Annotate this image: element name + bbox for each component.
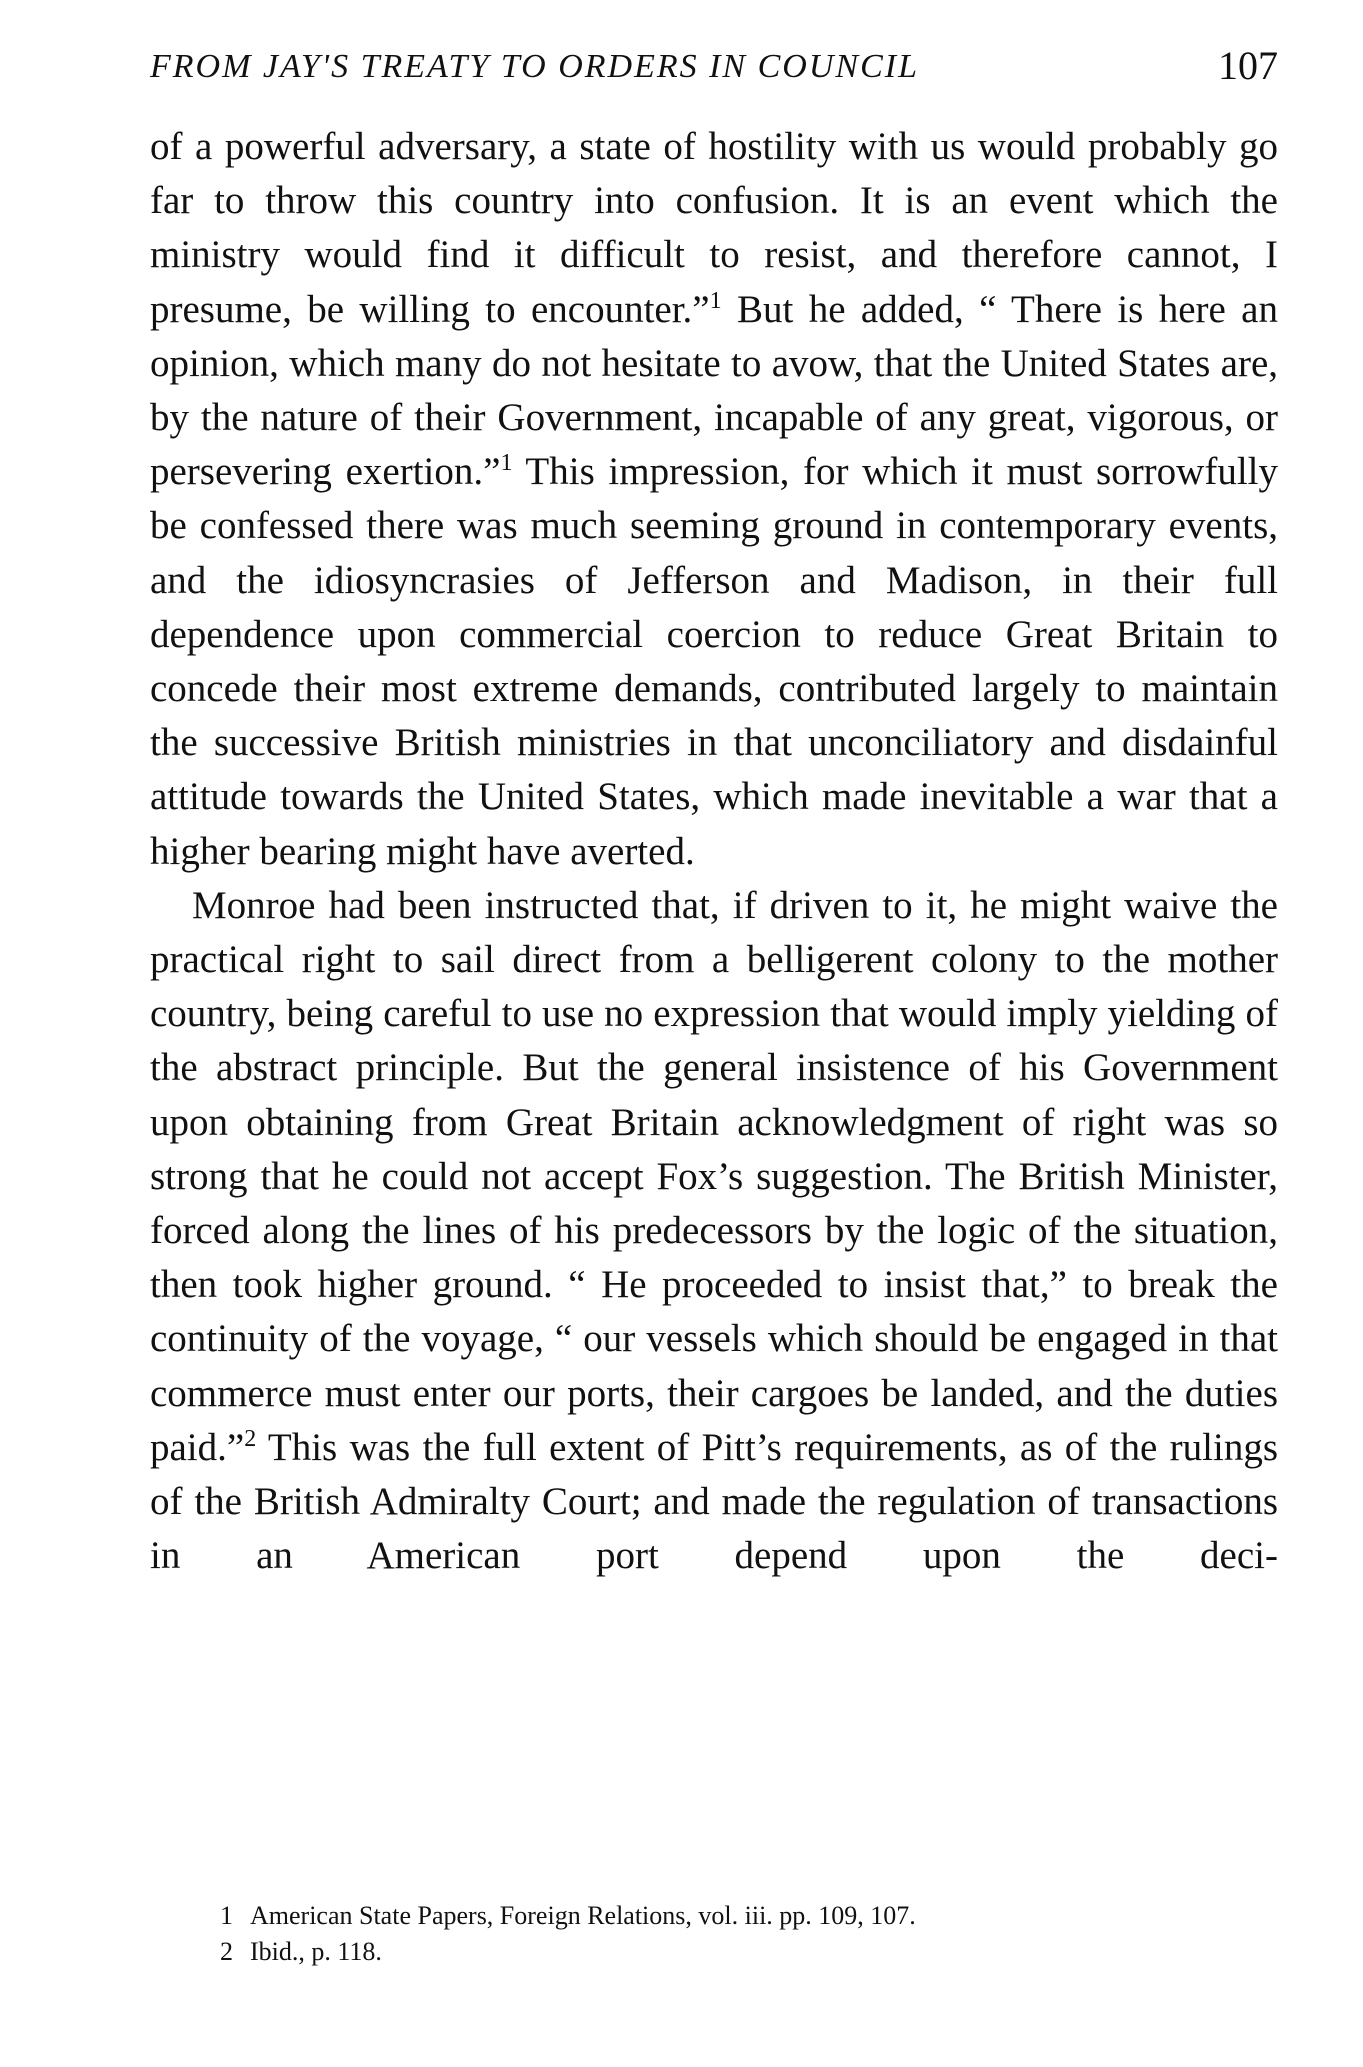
paragraph-2-text-1: Monroe had been instructed that, if driven to it, he might waive the practical right to sail direct from a belligerent colony to the mother country, being careful to use no expression that would imply yielding of the abstract principle. But the general insistence of his Government upon obtaining from Great Britain acknowledgment of right was so strong that he could not accept Fox’s suggestion. The British Minister, forced along the lines of his predecessors by the logic of the situation, then took higher ground. “ He proceeded to insist that,” to break the continuity of the voyage, “ our vessels which should be engaged in that commerce must enter our ports, their cargoes be landed, and the duties paid.” <box>150 883 1278 1469</box>
footnote-1 <box>220 1898 1220 1934</box>
paragraph-2 <box>150 879 1278 1584</box>
footnote-2-text: Ibid., p. 118. <box>250 1937 382 1966</box>
footnote-2-mark: 2 <box>220 1937 233 1966</box>
paragraph-2-text-2: This was the full extent of Pitt’s requirements, as of the rulings of the British Admiralty Court; and made the regulation of transactions in an American port depend upon the deci- <box>150 1425 1278 1578</box>
footnote-1-text: American State Papers, Foreign Relations, vol. iii. pp. 109, 107. <box>250 1901 916 1930</box>
footnote-ref-1b: 1 <box>500 450 513 477</box>
paragraph-1-text-1: of a powerful adversary, a state of hostility with us would probably go far to throw this country into confusion. It is an event which the ministry would find it difficult to resist, and therefore cannot, I presume, be willing to encounter.” <box>150 125 1278 331</box>
paragraph-1-text-3: This impression, for which it must sorrowfully be confessed there was much seeming ground in contemporary events, and the idiosyncrasies of Jefferson and Madison, in their full dependence upon commercial coercion to reduce Great Britain to concede their most extreme demands, contributed largely to maintain the successive British ministries in that unconciliatory and disdainful attitude towards the United States, which made inevitable a war that a higher bearing might have averted. <box>150 450 1278 873</box>
footnote-2 <box>220 1934 1220 1970</box>
page-number: 107 <box>1218 43 1278 88</box>
paragraph-1-text-2: But he added, “ There is here an opinion, which many do not hesitate to avow, that the United States are, by the nature of their Government, incapable of any great, vigorous, or persevering exertion.” <box>150 287 1278 494</box>
footnote-ref-2: 2 <box>244 1425 257 1452</box>
footnote-ref-1: 1 <box>709 287 722 314</box>
book-page <box>150 0 1278 2067</box>
footnotes <box>220 1898 1220 1970</box>
running-head <box>150 42 1278 102</box>
body-text <box>150 120 1278 1583</box>
running-head-title: FROM JAY'S TREATY TO ORDERS IN COUNCIL <box>150 48 919 85</box>
paragraph-1 <box>150 120 1278 879</box>
footnote-1-mark: 1 <box>220 1901 233 1930</box>
